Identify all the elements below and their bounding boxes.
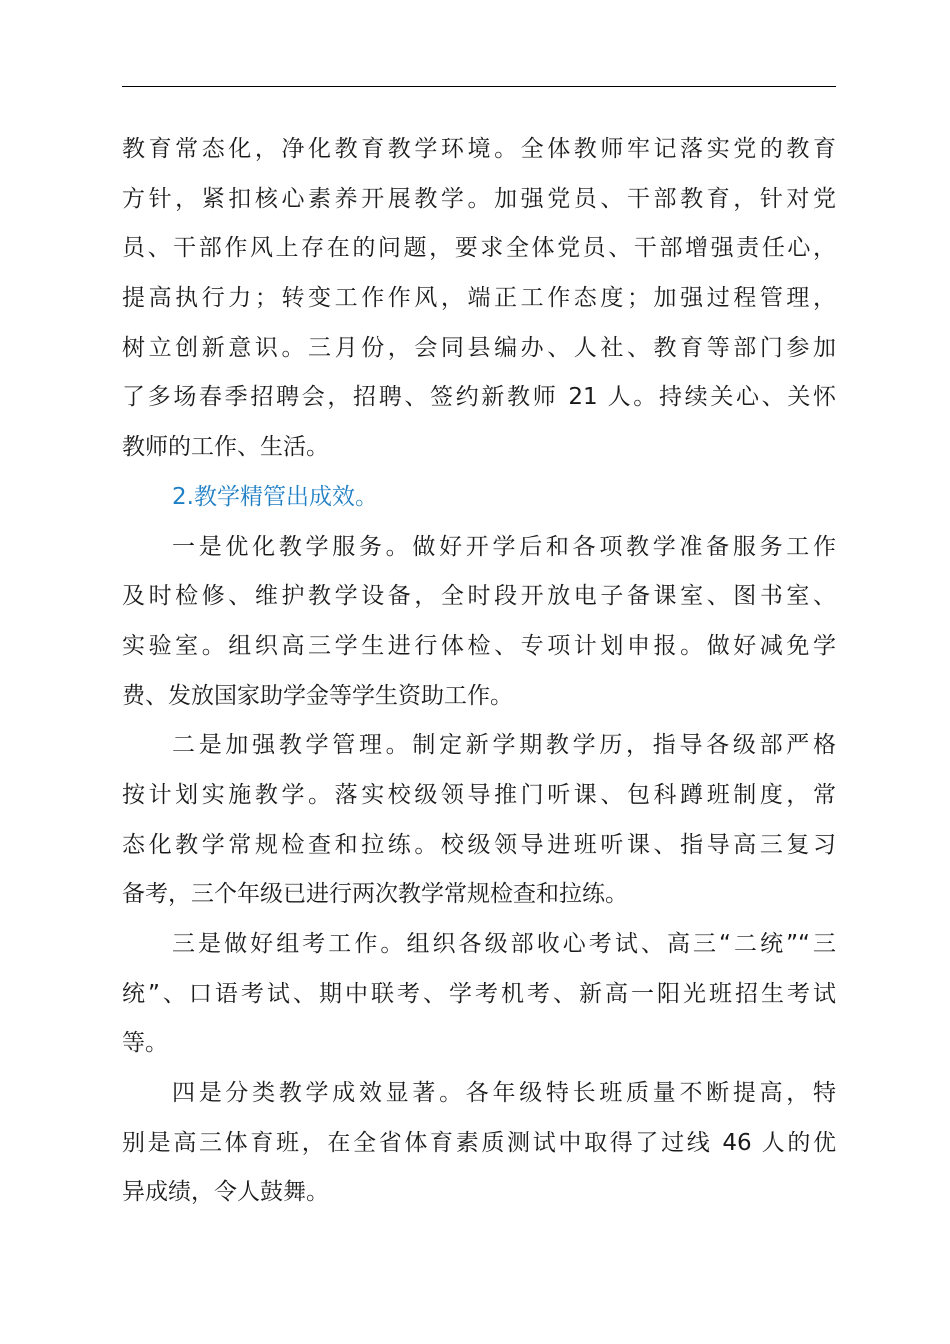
text-line: 及时检修、维护教学设备，全时段开放电子备课室、图书室、 [122, 583, 836, 610]
text-line: 二是加强教学管理。制定新学期教学历，指导各级部严格 [172, 732, 836, 759]
text-line: 别是高三体育班，在全省体育素质测试中取得了过线 46 人的优 [122, 1129, 836, 1156]
text-line: 异成绩，令人鼓舞。 [122, 1179, 329, 1206]
text-line: 树立创新意识。三月份，会同县编办、人社、教育等部门参加 [122, 334, 836, 361]
text-line: 员、干部作风上存在的问题，要求全体党员、干部增强责任心， [122, 235, 836, 262]
text-line: 备考，三个年级已进行两次教学常规检查和拉练。 [122, 881, 628, 908]
text-line: 态化教学常规检查和拉练。校级领导进班听课、指导高三复习 [122, 831, 836, 858]
header-rule [122, 86, 836, 87]
text-line: 实验室。组织高三学生进行体检、专项计划申报。做好减免学 [122, 632, 836, 659]
text-line: 一是优化教学服务。做好开学后和各项教学准备服务工作 [172, 533, 836, 560]
text-line: 四是分类教学成效显著。各年级特长班质量不断提高，特 [172, 1080, 836, 1107]
text-line: 教师的工作、生活。 [122, 434, 329, 461]
text-line: 三是做好组考工作。组织各级部收心考试、高三“二统”“三 [172, 931, 836, 957]
section-heading: 2.教学精管出成效。 [172, 483, 378, 510]
text-line: 费、发放国家助学金等学生资助工作。 [122, 682, 513, 709]
text-line: 了多场春季招聘会，招聘、签约新教师 21 人。持续关心、关怀 [122, 384, 836, 411]
body-text [122, 125, 836, 1218]
text-line: 等。 [122, 1030, 168, 1057]
text-line: 方针，紧扣核心素养开展教学。加强党员、干部教育，针对党 [122, 185, 836, 212]
text-line: 教育常态化，净化教育教学环境。全体教师牢记落实党的教育 [122, 136, 836, 162]
text-line: 统”、口语考试、期中联考、学考机考、新高一阳光班招生考试 [122, 980, 836, 1007]
text-line: 提高执行力；转变工作作风，端正工作态度；加强过程管理， [122, 285, 836, 312]
text-line: 按计划实施教学。落实校级领导推门听课、包科蹲班制度，常 [122, 781, 836, 808]
